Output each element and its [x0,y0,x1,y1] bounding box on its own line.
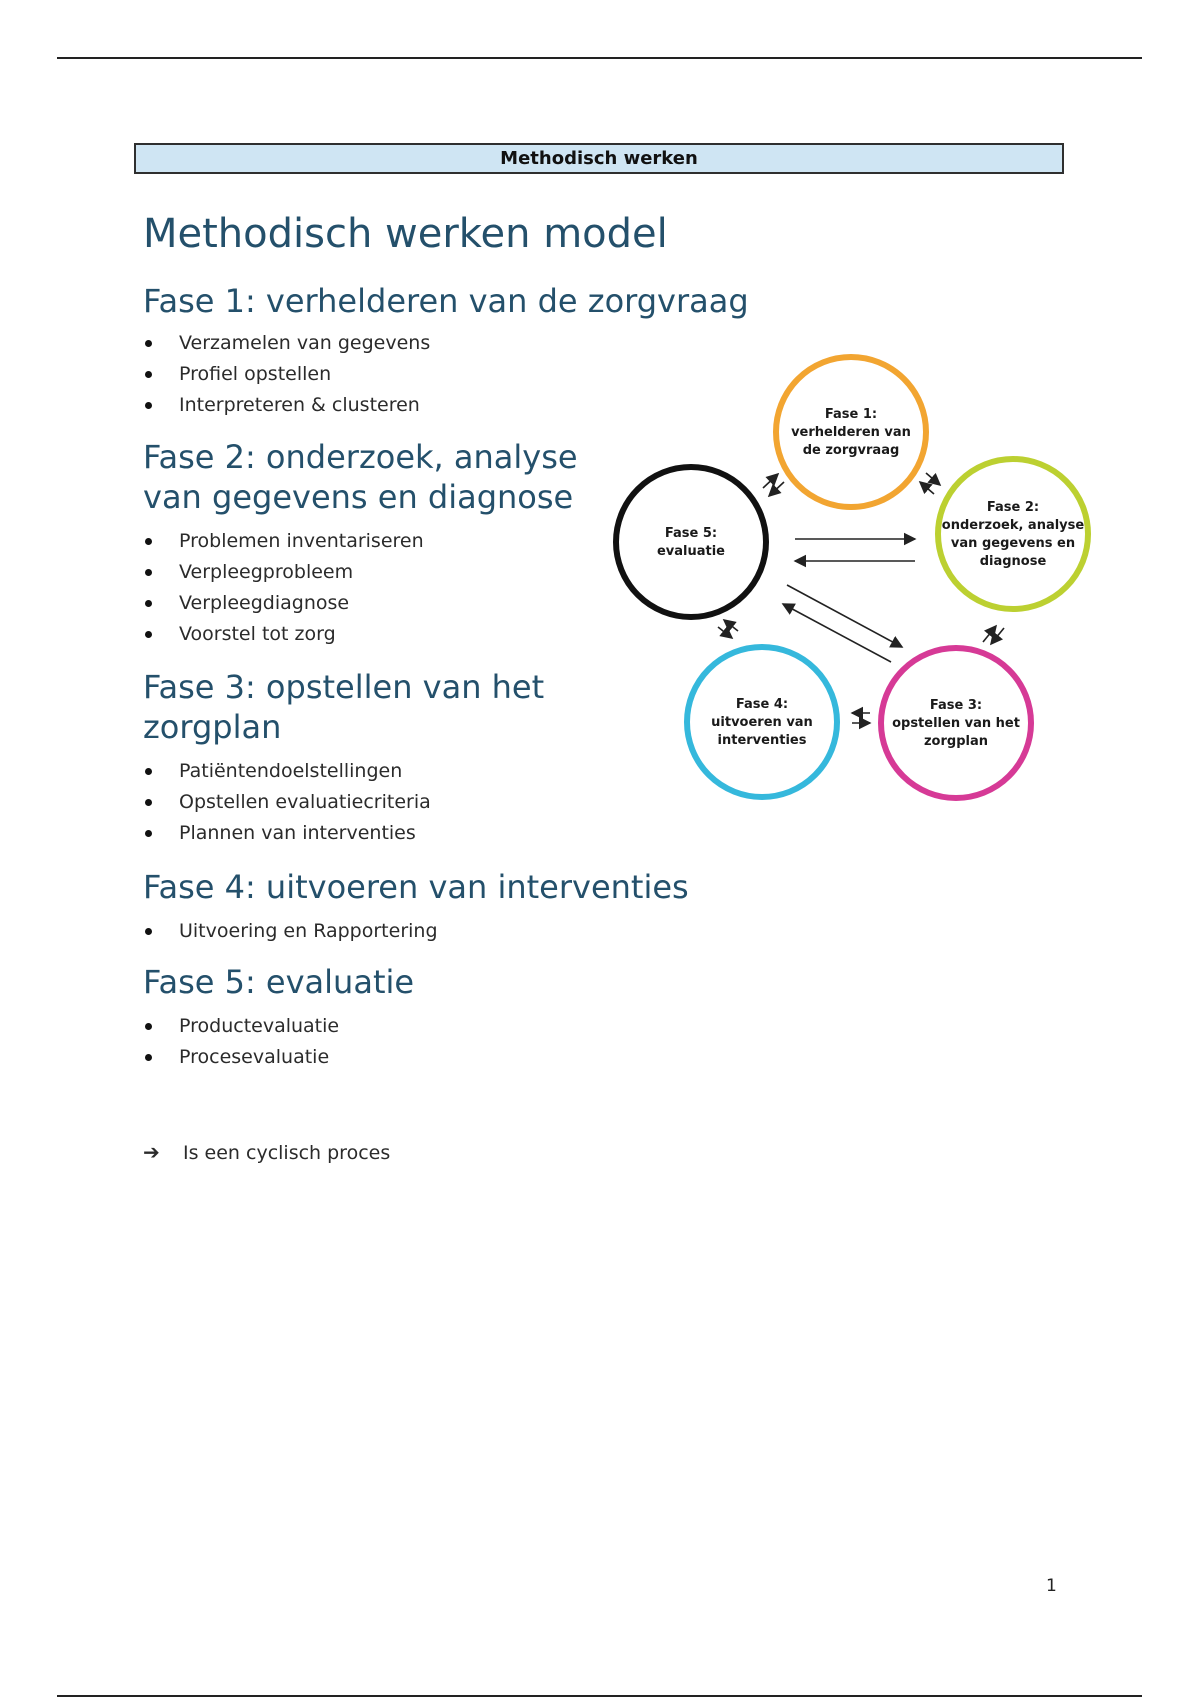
circle-label-fase3: Fase 3: [929,698,983,713]
phase-2-heading-line-2: van gegevens en diagnose [143,478,574,516]
circle-label-fase5: Fase 5: [664,526,718,541]
list-item: Voorstel tot zorg [143,619,424,650]
circle-label-fase2: onderzoek, analyse [941,518,1085,533]
arrow-fase5-to-fase1 [763,474,778,488]
circle-label-fase3: opstellen van het [892,716,1020,731]
arrow-fase1-to-fase2 [926,473,940,485]
phase-1-list [143,328,430,421]
list-item: Opstellen evaluatiecriteria [143,787,431,818]
circle-ring-fase5 [616,467,766,617]
phase-1-heading: Fase 1: verhelderen van de zorgvraag [143,282,749,320]
phase-4-list [143,916,438,947]
phase-3-heading-line-2: zorgplan [143,708,282,746]
list-item: Verpleegdiagnose [143,588,424,619]
circle-label-fase1: verhelderen van [791,425,911,440]
header-label: Methodisch werken [500,148,698,169]
phase-4-heading: Fase 4: uitvoeren van interventies [143,868,689,906]
arrow-fase4-to-fase5 [724,620,738,631]
circle-label-fase2: Fase 2: [986,500,1040,515]
circle-label-fase4: Fase 4: [735,697,789,712]
bottom-rule [57,1695,1142,1697]
list-item: Problemen inventariseren [143,526,424,557]
phase-3-heading-line-1: Fase 3: opstellen van het [143,668,545,706]
circle-label-fase5: evaluatie [656,544,726,559]
circle-label-fase2: van gegevens en [950,536,1076,551]
arrow-fase1-to-fase5 [769,482,784,496]
circle-fase5 [616,467,766,617]
circle-label-fase3: zorgplan [923,734,989,749]
phase-2-heading-line-1: Fase 2: onderzoek, analyse [143,438,578,476]
right-arrow-icon: ➔ [143,1140,160,1164]
page-number: 1 [1046,1576,1057,1596]
phase-2-heading [143,437,578,517]
arrow-fase5-to-fase4 [718,627,732,638]
phase-3-heading [143,667,544,747]
list-item: Procesevaluatie [143,1042,339,1073]
circle-label-fase1: de zorgvraag [802,443,900,458]
list-item: Productevaluatie [143,1011,339,1042]
list-item: Uitvoering en Rapportering [143,916,438,947]
circle-label-fase2: diagnose [979,554,1047,569]
phase-3-list [143,756,431,849]
top-rule [57,57,1142,59]
page-title: Methodisch werken model [143,211,668,257]
list-item: Interpreteren & clusteren [143,390,430,421]
circle-fase3 [881,648,1031,798]
circle-fase4 [687,647,837,797]
phase-2-list [143,526,424,650]
circle-label-fase1: Fase 1: [824,407,878,422]
circle-label-fase4: uitvoeren van [711,715,813,730]
diagram-circles [616,357,1088,798]
list-item: Verzamelen van gegevens [143,328,430,359]
circle-ring-fase2 [938,459,1088,609]
circle-fase1 [776,357,926,507]
cyclic-note [143,1140,390,1164]
methodisch-werken-cycle-diagram [600,336,1100,824]
phase-5-list [143,1011,339,1073]
document-header [134,143,1064,174]
list-item: Profiel opstellen [143,359,430,390]
list-item: Plannen van interventies [143,818,431,849]
list-item: Patiëntendoelstellingen [143,756,431,787]
circle-label-fase4: interventies [717,733,807,748]
list-item: Verpleegprobleem [143,557,424,588]
cyclic-note-text: Is een cyclisch proces [183,1142,391,1164]
phase-5-heading: Fase 5: evaluatie [143,963,415,1001]
circle-fase2 [938,459,1088,609]
arrow-fase2-to-fase1 [920,482,934,494]
